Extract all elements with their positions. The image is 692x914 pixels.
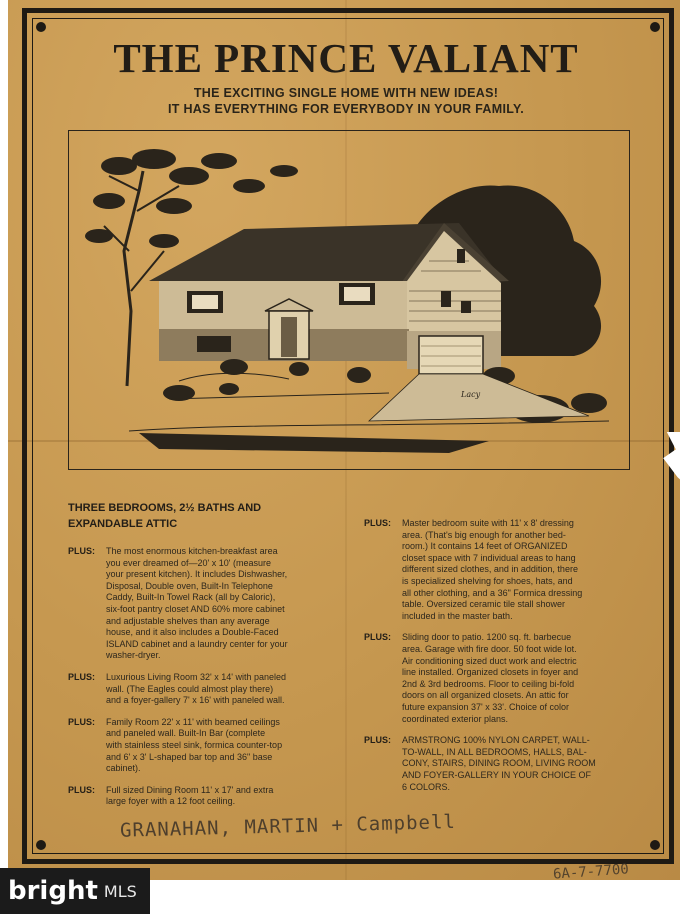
- feature-line: TO-WALL, IN ALL BEDROOMS, HALLS, BAL-: [402, 746, 587, 757]
- feature-plus-label: PLUS:: [364, 518, 391, 528]
- feature-line: Master bedroom suite with 11' x 8' dressing: [402, 518, 574, 528]
- corner-dot-top-left: [36, 22, 46, 32]
- feature-line: all other clothing, and a 36" Formica dressing: [402, 587, 583, 598]
- feature-description: [106, 785, 348, 808]
- feature-line: included in the master bath.: [402, 610, 513, 621]
- features-heading-line-1: THREE BEDROOMS, 2½ BATHS AND: [68, 502, 262, 514]
- feature-line: coordinated exterior plans.: [402, 713, 509, 724]
- feature-plus-label: PLUS:: [68, 546, 95, 556]
- feature-line: AND FOYER-GALLERY IN YOUR CHOICE OF: [402, 769, 592, 780]
- feature-line: 6 COLORS.: [402, 781, 451, 792]
- feature-line: ARMSTRONG 100% NYLON CARPET, WALL-: [402, 735, 590, 746]
- feature-line: 2nd & 3rd bedrooms. Floor to ceiling bi-fold: [402, 678, 575, 689]
- corner-dot-bottom-right: [650, 840, 660, 850]
- house-illustration: [68, 130, 630, 470]
- feature-line: six-foot pantry closet AND 60% more cabinet: [106, 603, 285, 614]
- corner-dot-top-right: [650, 22, 660, 32]
- feature-line: your present kitchen). It includes Dishwasher,: [106, 569, 288, 580]
- feature-description: [106, 546, 348, 662]
- feature-line: and a foyer-gallery 7' x 16' with paneled wall.: [106, 695, 285, 706]
- feature-line: CONY, STAIRS, DINING ROOM, LIVING ROOM: [402, 758, 596, 769]
- feature-line: Disposal, Double oven, Built-In Telephone: [106, 580, 273, 591]
- flyer-title: THE PRINCE VALIANT: [113, 35, 579, 81]
- feature-line: large foyer with a 12 foot ceiling.: [106, 796, 236, 807]
- feature-line: line installed. Organized closets in foyer and: [402, 667, 579, 678]
- house-drawing-icon: [69, 131, 630, 470]
- feature-line: area. (That's big enough for another bed-: [402, 529, 566, 540]
- corner-dot-bottom-left: [36, 840, 46, 850]
- feature-line: table. Oversized ceramic tile stall shower: [402, 599, 566, 610]
- subtitle-line-2: IT HAS EVERYTHING FOR EVERYBODY IN YOUR FAMILY.: [167, 102, 525, 116]
- feature-line: area. Garage with fire door. 50 foot wide lot.: [402, 643, 577, 654]
- handwritten-names: GRANAHAN, MARTIN + Campbell: [119, 810, 457, 842]
- feature-description: [402, 735, 639, 793]
- handwritten-code: 6A-7-7700: [552, 861, 630, 883]
- feature-line: with stainless steel sink, formica counter-top: [106, 739, 283, 750]
- subtitle-line-1: THE EXCITING SINGLE HOME WITH NEW IDEAS!: [193, 86, 499, 100]
- features-heading: [68, 500, 318, 532]
- feature-description: [106, 717, 348, 775]
- feature-line: wall. (The Eagles could almost play there): [106, 683, 274, 694]
- feature-line: room.) It contains 14 feet of ORGANIZED: [402, 541, 568, 552]
- feature-line: different sized clothes, and in addition, there: [402, 564, 578, 575]
- features-heading-line-2: EXPANDABLE ATTIC: [68, 518, 178, 530]
- feature-line: and paneled wall. Built-In Bar (complete: [106, 728, 266, 739]
- artist-signature: Lacy: [461, 390, 481, 399]
- feature-plus-label: PLUS:: [68, 672, 95, 682]
- feature-description: [106, 672, 348, 707]
- feature-line: doors on all organized closets. An attic for: [402, 690, 569, 701]
- feature-description: [402, 518, 639, 622]
- feature-plus-label: PLUS:: [364, 735, 391, 746]
- feature-plus-label: PLUS:: [364, 632, 391, 643]
- feature-line: ISLAND cabinet and a laundry center for your: [106, 638, 288, 649]
- feature-plus-label: PLUS:: [68, 716, 95, 727]
- brand-logo-suffix: MLS: [103, 881, 137, 901]
- feature-line: Air conditioning sized duct work and electric: [402, 655, 577, 666]
- feature-line: Caddy, Built-In Towel Rack (all by Caloric),: [106, 592, 276, 603]
- feature-line: Full sized Dining Room 11' x 17' and extra: [106, 784, 274, 795]
- feature-line: you ever dreamed of—20' x 10' (measure: [106, 557, 272, 568]
- feature-line: cabinet).: [106, 763, 141, 774]
- feature-line: and 6' x 3' L-shaped bar top and 36" base: [106, 751, 273, 762]
- feature-line: is specialized shelving for shoes, hats, and: [402, 575, 573, 586]
- feature-description: [402, 632, 639, 725]
- brand-logo-text: bright: [8, 876, 98, 906]
- feature-line: Sliding door to patio. 1200 sq. ft. barbecue: [402, 632, 572, 643]
- feature-line: washer-dryer.: [106, 650, 161, 661]
- feature-line: closet space with 7 individual areas to hang: [402, 552, 576, 563]
- feature-line: and adjustable shelves than any average: [106, 615, 270, 626]
- feature-line: Luxurious Living Room 32' x 14' with paneled: [106, 672, 287, 682]
- feature-line: Family Room 22' x 11' with beamed ceilings: [106, 716, 280, 727]
- feature-line: The most enormous kitchen-breakfast area: [106, 546, 278, 556]
- feature-plus-label: PLUS:: [68, 784, 95, 795]
- feature-line: house, and it also includes a Double-Faced: [106, 627, 279, 638]
- brightmls-watermark: [0, 868, 150, 914]
- feature-line: future expansion 37' x 33'. Choice of color: [402, 701, 570, 712]
